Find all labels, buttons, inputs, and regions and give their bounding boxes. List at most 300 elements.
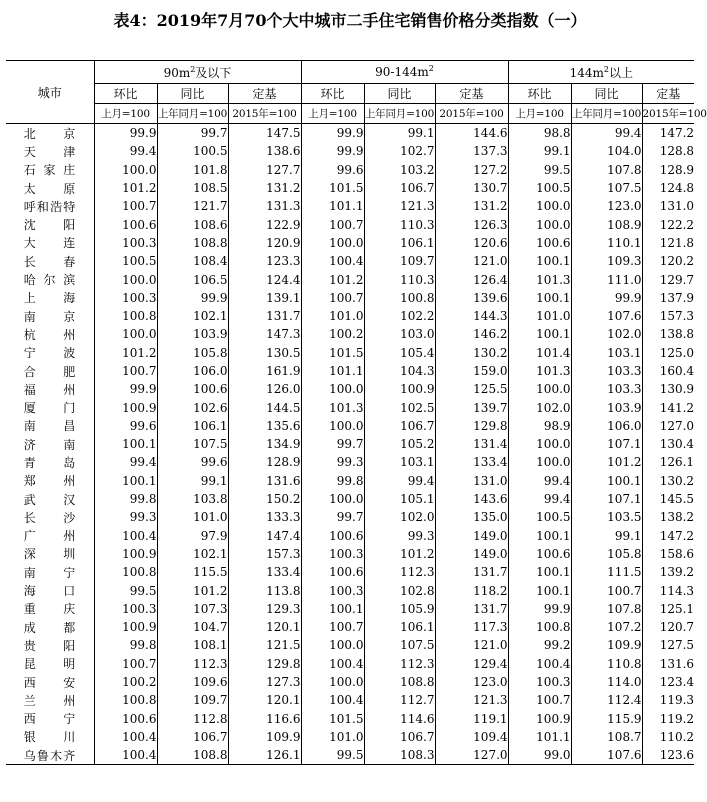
table-row xyxy=(6,636,694,654)
table-row xyxy=(6,325,694,343)
index-value: 100.7 xyxy=(94,362,157,380)
city-name xyxy=(6,435,94,453)
city-name xyxy=(6,215,94,233)
index-value: 127.5 xyxy=(642,636,694,654)
index-value: 112.7 xyxy=(364,691,435,709)
table-header xyxy=(6,61,707,124)
table-row xyxy=(6,161,694,179)
index-value: 103.8 xyxy=(157,490,228,508)
index-value: 110.2 xyxy=(642,728,694,746)
index-value: 99.9 xyxy=(301,124,364,143)
index-value: 147.4 xyxy=(228,527,301,545)
index-value: 130.9 xyxy=(642,380,694,398)
index-value: 111.0 xyxy=(571,270,642,288)
index-value: 139.6 xyxy=(435,289,508,307)
base-header-mom: 上月=100 xyxy=(94,104,157,124)
index-value: 100.6 xyxy=(301,527,364,545)
index-value: 102.5 xyxy=(364,398,435,416)
index-value: 131.0 xyxy=(642,197,694,215)
index-value: 125.5 xyxy=(435,380,508,398)
index-value: 127.3 xyxy=(228,673,301,691)
index-value: 100.0 xyxy=(508,453,571,471)
city-name xyxy=(6,618,94,636)
city-name xyxy=(6,234,94,252)
index-value: 100.0 xyxy=(508,435,571,453)
base-header-row xyxy=(6,104,694,124)
index-value: 101.3 xyxy=(508,270,571,288)
index-value: 99.4 xyxy=(364,472,435,490)
index-value: 109.9 xyxy=(571,636,642,654)
index-value: 102.2 xyxy=(364,307,435,325)
index-value: 120.7 xyxy=(642,618,694,636)
index-value: 101.5 xyxy=(301,344,364,362)
index-value: 99.3 xyxy=(364,527,435,545)
index-value: 131.2 xyxy=(435,197,508,215)
index-value: 138.6 xyxy=(228,142,301,160)
index-value: 103.1 xyxy=(364,453,435,471)
city-name xyxy=(6,142,94,160)
index-value: 99.9 xyxy=(508,600,571,618)
index-value: 108.6 xyxy=(157,215,228,233)
index-value: 150.2 xyxy=(228,490,301,508)
city-label: 上海 xyxy=(23,291,76,306)
index-value: 120.9 xyxy=(228,234,301,252)
table-row xyxy=(6,655,694,673)
city-label: 大连 xyxy=(23,236,76,251)
sub-header-mom: 环比 xyxy=(94,84,157,104)
index-value: 100.7 xyxy=(94,655,157,673)
index-value: 107.1 xyxy=(571,435,642,453)
index-value: 130.4 xyxy=(642,435,694,453)
index-value: 99.5 xyxy=(508,161,571,179)
base-header-base: 2015年=100 xyxy=(435,104,508,124)
index-value: 108.8 xyxy=(157,234,228,252)
index-value: 101.0 xyxy=(301,307,364,325)
index-value: 99.9 xyxy=(157,289,228,307)
index-value: 103.3 xyxy=(571,380,642,398)
city-name xyxy=(6,472,94,490)
city-label: 太原 xyxy=(23,181,76,196)
city-label: 呼和浩特 xyxy=(23,199,76,214)
city-label: 广州 xyxy=(23,529,76,544)
index-value: 99.9 xyxy=(94,124,157,143)
index-value: 100.0 xyxy=(301,417,364,435)
index-value: 103.9 xyxy=(157,325,228,343)
index-value: 100.1 xyxy=(508,252,571,270)
index-value: 100.0 xyxy=(94,270,157,288)
sub-header-yoy: 同比 xyxy=(364,84,435,104)
base-header-yoy: 上年同月=100 xyxy=(157,104,228,124)
index-value: 121.7 xyxy=(157,197,228,215)
city-name xyxy=(6,289,94,307)
index-value: 100.0 xyxy=(508,197,571,215)
index-value: 100.7 xyxy=(571,581,642,599)
city-label: 长沙 xyxy=(23,510,76,525)
sub-header-row xyxy=(6,84,694,104)
index-value: 99.8 xyxy=(301,472,364,490)
index-value: 100.3 xyxy=(94,600,157,618)
index-value: 100.8 xyxy=(94,307,157,325)
group-header-large: $144m^2$以上 xyxy=(508,61,694,84)
index-value: 131.2 xyxy=(228,179,301,197)
index-value: 109.6 xyxy=(157,673,228,691)
index-value: 101.5 xyxy=(301,710,364,728)
base-header-yoy: 上年同月=100 xyxy=(571,104,642,124)
index-value: 129.4 xyxy=(435,655,508,673)
index-value: 100.5 xyxy=(157,142,228,160)
index-value: 131.7 xyxy=(435,600,508,618)
index-value: 109.4 xyxy=(435,728,508,746)
index-value: 99.5 xyxy=(301,746,364,765)
index-value: 100.4 xyxy=(94,728,157,746)
index-value: 100.4 xyxy=(508,655,571,673)
index-value: 117.3 xyxy=(435,618,508,636)
index-value: 103.3 xyxy=(571,362,642,380)
index-value: 105.1 xyxy=(364,490,435,508)
city-label: 长春 xyxy=(23,254,76,269)
index-value: 100.4 xyxy=(94,527,157,545)
index-value: 99.1 xyxy=(508,142,571,160)
index-value: 145.5 xyxy=(642,490,694,508)
city-name xyxy=(6,746,94,765)
index-value: 108.8 xyxy=(157,746,228,765)
city-label: 成都 xyxy=(23,620,76,635)
index-value: 130.7 xyxy=(435,179,508,197)
index-value: 123.4 xyxy=(642,673,694,691)
city-name xyxy=(6,161,94,179)
index-value: 135.0 xyxy=(435,508,508,526)
city-name xyxy=(6,325,94,343)
index-value: 133.4 xyxy=(435,453,508,471)
index-value: 100.6 xyxy=(94,215,157,233)
index-value: 125.0 xyxy=(642,344,694,362)
index-value: 100.3 xyxy=(301,545,364,563)
index-value: 99.4 xyxy=(94,453,157,471)
index-value: 100.0 xyxy=(301,380,364,398)
index-value: 120.1 xyxy=(228,618,301,636)
index-value: 128.9 xyxy=(642,161,694,179)
index-value: 123.0 xyxy=(571,197,642,215)
index-value: 107.6 xyxy=(571,307,642,325)
index-value: 100.9 xyxy=(364,380,435,398)
index-value: 119.3 xyxy=(642,691,694,709)
index-value: 99.7 xyxy=(301,508,364,526)
index-value: 157.3 xyxy=(228,545,301,563)
city-label: 银川 xyxy=(23,730,76,745)
index-value: 105.2 xyxy=(364,435,435,453)
index-value: 100.7 xyxy=(301,215,364,233)
index-value: 100.7 xyxy=(94,197,157,215)
index-value: 99.4 xyxy=(94,142,157,160)
table-row xyxy=(6,289,694,307)
index-value: 105.9 xyxy=(364,600,435,618)
index-value: 101.1 xyxy=(301,197,364,215)
index-value: 100.3 xyxy=(94,289,157,307)
city-label: 武汉 xyxy=(23,492,76,507)
city-label: 深圳 xyxy=(23,547,76,562)
sub-header-yoy: 同比 xyxy=(571,84,642,104)
city-name xyxy=(6,124,94,143)
table-row xyxy=(6,215,694,233)
table-row xyxy=(6,691,694,709)
index-value: 149.0 xyxy=(435,545,508,563)
table-row xyxy=(6,618,694,636)
index-value: 104.0 xyxy=(571,142,642,160)
index-value: 144.5 xyxy=(228,398,301,416)
index-value: 106.7 xyxy=(364,179,435,197)
index-value: 116.6 xyxy=(228,710,301,728)
index-value: 106.1 xyxy=(364,618,435,636)
index-value: 109.7 xyxy=(157,691,228,709)
index-value: 121.3 xyxy=(435,691,508,709)
index-value: 100.7 xyxy=(301,618,364,636)
index-value: 107.5 xyxy=(571,179,642,197)
price-index-table xyxy=(6,60,707,765)
index-value: 138.8 xyxy=(642,325,694,343)
index-value: 144.3 xyxy=(435,307,508,325)
index-value: 99.3 xyxy=(301,453,364,471)
index-value: 130.5 xyxy=(228,344,301,362)
city-column-header: 城市 xyxy=(6,61,94,124)
index-value: 101.1 xyxy=(508,728,571,746)
city-name xyxy=(6,490,94,508)
index-value: 141.2 xyxy=(642,398,694,416)
city-label: 北京 xyxy=(23,126,76,141)
table-row xyxy=(6,307,694,325)
city-name xyxy=(6,563,94,581)
index-value: 99.6 xyxy=(157,453,228,471)
index-value: 107.6 xyxy=(571,746,642,765)
index-value: 99.1 xyxy=(364,124,435,143)
index-value: 100.0 xyxy=(508,215,571,233)
index-value: 147.5 xyxy=(228,124,301,143)
index-value: 157.3 xyxy=(642,307,694,325)
city-label: 乌鲁木齐 xyxy=(23,748,76,763)
index-value: 99.5 xyxy=(94,581,157,599)
index-value: 100.0 xyxy=(94,161,157,179)
index-value: 107.5 xyxy=(364,636,435,654)
sub-header-base: 定基 xyxy=(435,84,508,104)
city-label: 西宁 xyxy=(23,712,76,727)
city-label: 哈尔滨 xyxy=(23,273,76,288)
index-value: 110.8 xyxy=(571,655,642,673)
sub-header-base: 定基 xyxy=(228,84,301,104)
index-value: 106.1 xyxy=(364,234,435,252)
index-value: 101.0 xyxy=(508,307,571,325)
city-name xyxy=(6,655,94,673)
index-value: 124.4 xyxy=(228,270,301,288)
index-value: 131.7 xyxy=(435,563,508,581)
index-value: 108.3 xyxy=(364,746,435,765)
index-value: 109.9 xyxy=(228,728,301,746)
index-value: 107.2 xyxy=(571,618,642,636)
index-value: 99.4 xyxy=(508,472,571,490)
index-value: 100.4 xyxy=(301,655,364,673)
index-value: 101.2 xyxy=(94,344,157,362)
city-name xyxy=(6,179,94,197)
city-name xyxy=(6,197,94,215)
index-value: 115.9 xyxy=(571,710,642,728)
city-name xyxy=(6,362,94,380)
index-value: 120.6 xyxy=(435,234,508,252)
index-value: 147.2 xyxy=(642,124,694,143)
index-value: 105.4 xyxy=(364,344,435,362)
city-label: 石家庄 xyxy=(23,163,76,178)
city-name xyxy=(6,252,94,270)
index-value: 99.6 xyxy=(94,417,157,435)
index-value: 100.0 xyxy=(301,490,364,508)
index-value: 105.8 xyxy=(571,545,642,563)
index-value: 100.6 xyxy=(157,380,228,398)
city-label: 济南 xyxy=(23,437,76,452)
index-value: 98.8 xyxy=(508,124,571,143)
index-value: 100.7 xyxy=(301,289,364,307)
index-value: 112.4 xyxy=(571,691,642,709)
index-value: 129.8 xyxy=(228,655,301,673)
index-value: 102.1 xyxy=(157,545,228,563)
index-value: 98.9 xyxy=(508,417,571,435)
index-value: 100.9 xyxy=(94,398,157,416)
index-value: 100.1 xyxy=(301,600,364,618)
index-value: 131.6 xyxy=(642,655,694,673)
index-value: 100.0 xyxy=(508,380,571,398)
index-value: 108.8 xyxy=(364,673,435,691)
index-value: 100.1 xyxy=(508,563,571,581)
index-value: 131.4 xyxy=(435,435,508,453)
index-value: 102.0 xyxy=(364,508,435,526)
index-value: 101.3 xyxy=(508,362,571,380)
index-value: 120.1 xyxy=(228,691,301,709)
table-row xyxy=(6,435,694,453)
index-value: 147.3 xyxy=(228,325,301,343)
index-value: 100.8 xyxy=(364,289,435,307)
index-value: 130.2 xyxy=(435,344,508,362)
index-value: 121.0 xyxy=(435,636,508,654)
index-value: 100.6 xyxy=(508,234,571,252)
index-value: 97.9 xyxy=(157,527,228,545)
table-row xyxy=(6,545,694,563)
index-value: 99.1 xyxy=(571,527,642,545)
index-value: 107.1 xyxy=(571,490,642,508)
index-value: 126.3 xyxy=(435,215,508,233)
index-value: 99.2 xyxy=(508,636,571,654)
index-value: 119.1 xyxy=(435,710,508,728)
index-value: 100.3 xyxy=(508,673,571,691)
index-value: 100.2 xyxy=(301,325,364,343)
index-value: 106.0 xyxy=(571,417,642,435)
index-value: 138.2 xyxy=(642,508,694,526)
group-header-medium: $90-144m^2$ xyxy=(301,61,508,84)
city-name xyxy=(6,527,94,545)
index-value: 131.3 xyxy=(228,197,301,215)
index-value: 122.2 xyxy=(642,215,694,233)
index-value: 137.9 xyxy=(642,289,694,307)
index-value: 100.0 xyxy=(301,636,364,654)
city-name xyxy=(6,270,94,288)
table-row xyxy=(6,344,694,362)
index-value: 100.4 xyxy=(301,691,364,709)
index-value: 101.2 xyxy=(301,270,364,288)
index-value: 127.2 xyxy=(435,161,508,179)
index-value: 102.1 xyxy=(157,307,228,325)
index-value: 158.6 xyxy=(642,545,694,563)
city-label: 南京 xyxy=(23,309,76,324)
table-row xyxy=(6,746,694,765)
index-value: 111.5 xyxy=(571,563,642,581)
index-value: 160.4 xyxy=(642,362,694,380)
city-label: 南宁 xyxy=(23,565,76,580)
index-value: 123.3 xyxy=(228,252,301,270)
city-label: 青岛 xyxy=(23,455,76,470)
index-value: 100.1 xyxy=(508,581,571,599)
city-label: 合肥 xyxy=(23,364,76,379)
index-value: 101.8 xyxy=(157,161,228,179)
city-name xyxy=(6,453,94,471)
base-header-base: 2015年=100 xyxy=(228,104,301,124)
sub-header-yoy: 同比 xyxy=(157,84,228,104)
city-name xyxy=(6,581,94,599)
index-value: 99.0 xyxy=(508,746,571,765)
index-value: 100.5 xyxy=(508,508,571,526)
page-title: 表4：2019年7月70个大中城市二手住宅销售价格分类指数（一） xyxy=(113,11,587,30)
index-value: 103.5 xyxy=(571,508,642,526)
index-value: 100.7 xyxy=(508,691,571,709)
index-value: 131.7 xyxy=(228,307,301,325)
index-value: 127.0 xyxy=(642,417,694,435)
base-header-yoy: 上年同月=100 xyxy=(364,104,435,124)
table-row xyxy=(6,728,694,746)
index-value: 143.6 xyxy=(435,490,508,508)
city-label: 杭州 xyxy=(23,327,76,342)
index-value: 99.4 xyxy=(571,124,642,143)
index-value: 144.6 xyxy=(435,124,508,143)
index-value: 125.1 xyxy=(642,600,694,618)
city-label: 沈阳 xyxy=(23,218,76,233)
index-value: 112.3 xyxy=(157,655,228,673)
index-value: 102.8 xyxy=(364,581,435,599)
index-value: 112.8 xyxy=(157,710,228,728)
index-value: 102.0 xyxy=(508,398,571,416)
index-value: 128.9 xyxy=(228,453,301,471)
index-value: 107.3 xyxy=(157,600,228,618)
index-value: 124.8 xyxy=(642,179,694,197)
base-header-base: 2015年=100 xyxy=(642,104,694,124)
index-value: 100.1 xyxy=(508,289,571,307)
index-value: 99.9 xyxy=(94,380,157,398)
table-row xyxy=(6,252,694,270)
index-value: 115.5 xyxy=(157,563,228,581)
table-row xyxy=(6,600,694,618)
city-name xyxy=(6,398,94,416)
index-value: 101.5 xyxy=(301,179,364,197)
index-value: 104.7 xyxy=(157,618,228,636)
index-value: 118.2 xyxy=(435,581,508,599)
city-name xyxy=(6,380,94,398)
city-name xyxy=(6,710,94,728)
index-value: 100.8 xyxy=(508,618,571,636)
index-value: 99.7 xyxy=(157,124,228,143)
index-value: 121.3 xyxy=(364,197,435,215)
index-value: 107.5 xyxy=(157,435,228,453)
index-value: 106.1 xyxy=(157,417,228,435)
city-label: 兰州 xyxy=(23,693,76,708)
city-label: 南昌 xyxy=(23,419,76,434)
index-value: 99.9 xyxy=(301,142,364,160)
table-row xyxy=(6,527,694,545)
index-value: 101.2 xyxy=(94,179,157,197)
table-row xyxy=(6,490,694,508)
index-value: 146.2 xyxy=(435,325,508,343)
